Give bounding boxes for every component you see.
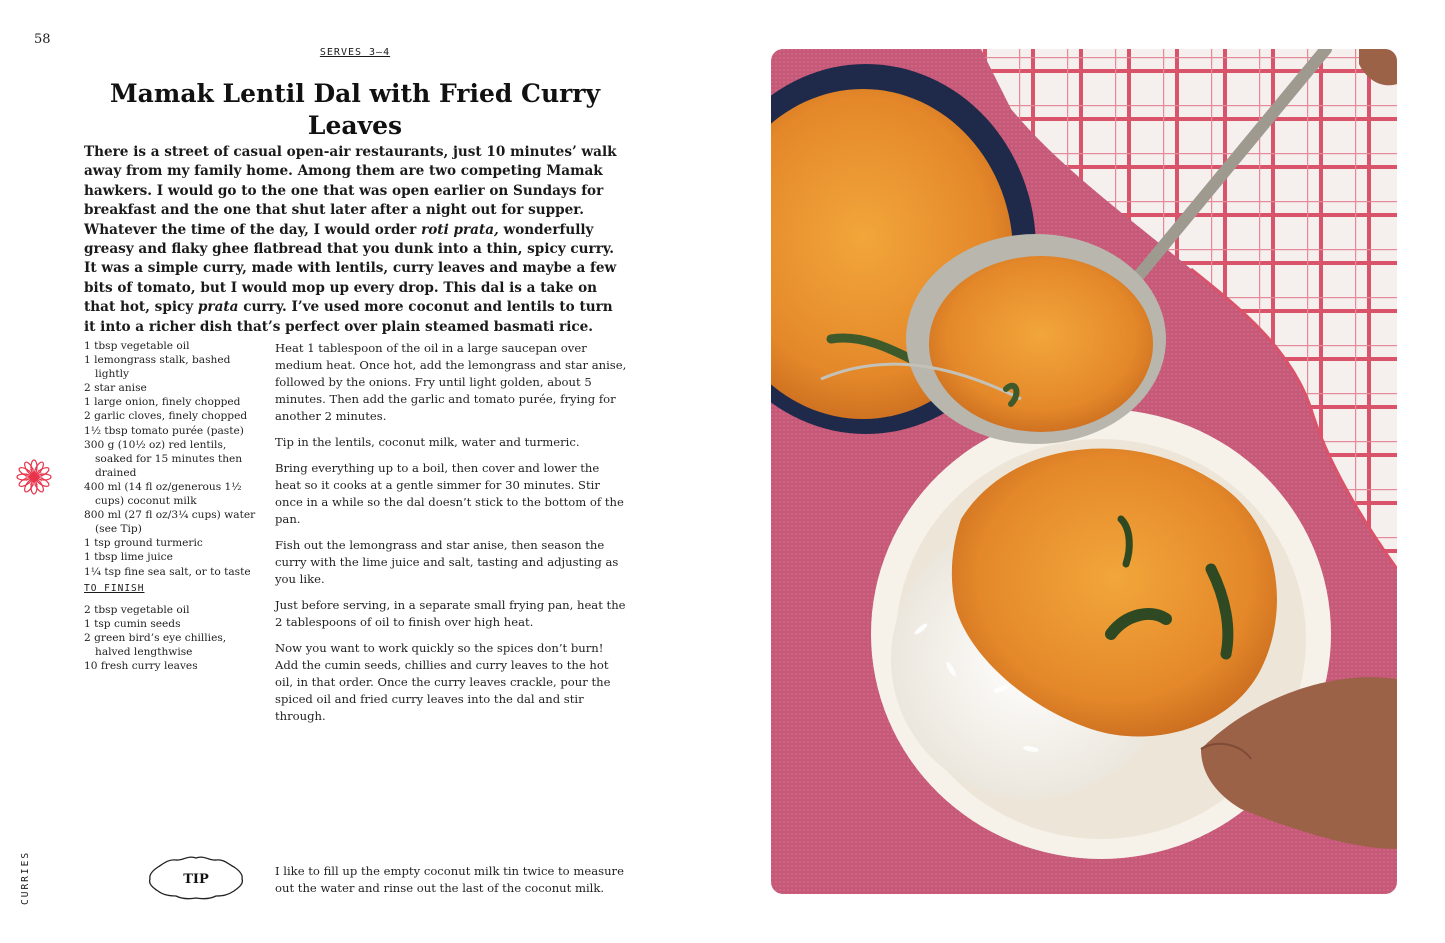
method-step: Heat 1 tablespoon of the oil in a large saucepan over medium heat. Once hot, add the lemongrass and star anise, followed by the onions. Fry until light golden, about 5 minutes. Then add the garlic and tomato purée, frying for another 2 minutes. [275,341,627,423]
to-finish-ingredient-list [84,603,259,673]
recipe-intro [84,143,626,337]
tip-label: TIP [183,872,209,887]
intro-run: roti prata, [421,221,499,238]
serves-label: SERVES 3–4 [319,47,391,58]
intro-run: There is a street of casual open-air restaurants, just 10 minutes’ walk away from my family home. Among them are two competing Mamak hawkers. I would go to the one that was open earlier on Sundays for breakfast and the one that shut later after a night out for supper. Whatever the time of the day, I would order [84,144,617,238]
ingredient-item: 2 star anise [84,382,147,395]
recipe-title: Mamak Lentil Dal with Fried Curry Leaves [110,79,600,140]
ingredient-list [84,339,259,579]
intro-run: curry. I’ve used more coconut and lentils to turn it into a richer dish that’s perfect over plain steamed basmati rice. [84,299,613,335]
to-finish-heading: TO FINISH [84,583,145,594]
method-step: Now you want to work quickly so the spices don’t burn! Add the cumin seeds, chillies and curry leaves to the hot oil, in that order. Once the curry leaves crackle, pour the spiced oil and fried curry leaves into the dal and stir through. [275,641,611,723]
ingredient-item: 2 garlic cloves, finely chopped [84,410,248,423]
ingredient-item: 1 lemongrass stalk, bashed lightly [84,354,231,381]
flower-icon [16,459,52,495]
ingredient-item: 1 large onion, finely chopped [84,396,241,409]
ingredient-item: 2 green bird’s eye chillies, halved lengthwise [84,632,227,659]
ingredient-item: 10 fresh curry leaves [84,660,198,673]
ingredient-item: 1 tsp cumin seeds [84,618,181,631]
ingredient-item: 1½ tbsp tomato purée (paste) [84,424,244,437]
intro-run: wonderfully greasy and flaky ghee flatbread that you dunk into a thin, spicy curry. It was a simple curry, made with lentils, curry leaves and maybe a few bits of tomato, but I would mop up every drop. This dal is a take on that hot, spicy [84,221,617,316]
ingredient-item: 300 g (10½ oz) red lentils, soaked for 15 minutes then drained [84,438,243,479]
intro-run: prata [197,299,239,316]
tip-text: I like to fill up the empty coconut milk tin twice to measure out the water and rinse out the last of the coconut milk. [275,864,624,895]
dal-photo-illustration [771,49,1397,894]
section-label: CURRIES [20,850,31,905]
ingredient-item: 1¼ tsp fine sea salt, or to taste [84,565,251,578]
method-step: Just before serving, in a separate small frying pan, heat the 2 tablespoons of oil to finish over high heat. [275,598,626,629]
method-step: Fish out the lemongrass and star anise, then season the curry with the lime juice and salt, tasting and adjusting as you like. [275,538,619,586]
ingredient-item: 800 ml (27 fl oz/3¼ cups) water (see Tip) [84,509,256,536]
dal-photo [771,49,1397,894]
tip-scallop-icon [148,855,244,901]
ingredient-item: 2 tbsp vegetable oil [84,604,190,616]
method-step: Bring everything up to a boil, then cover and lower the heat so it cooks at a gentle simmer for 30 minutes. Stir once in a while so the dal doesn’t stick to the bottom of the pan. [275,461,624,526]
page-number: 58 [34,32,51,47]
method-step: Tip in the lentils, coconut milk, water and turmeric. [275,435,580,449]
ingredient-item: 1 tbsp vegetable oil [84,340,190,352]
ingredient-item: 1 tbsp lime juice [84,551,173,564]
ingredient-item: 1 tsp ground turmeric [84,537,203,550]
tip-badge [148,855,244,901]
ingredient-item: 400 ml (14 fl oz/generous 1½ cups) coconut milk [84,480,242,508]
method-steps [275,340,627,734]
